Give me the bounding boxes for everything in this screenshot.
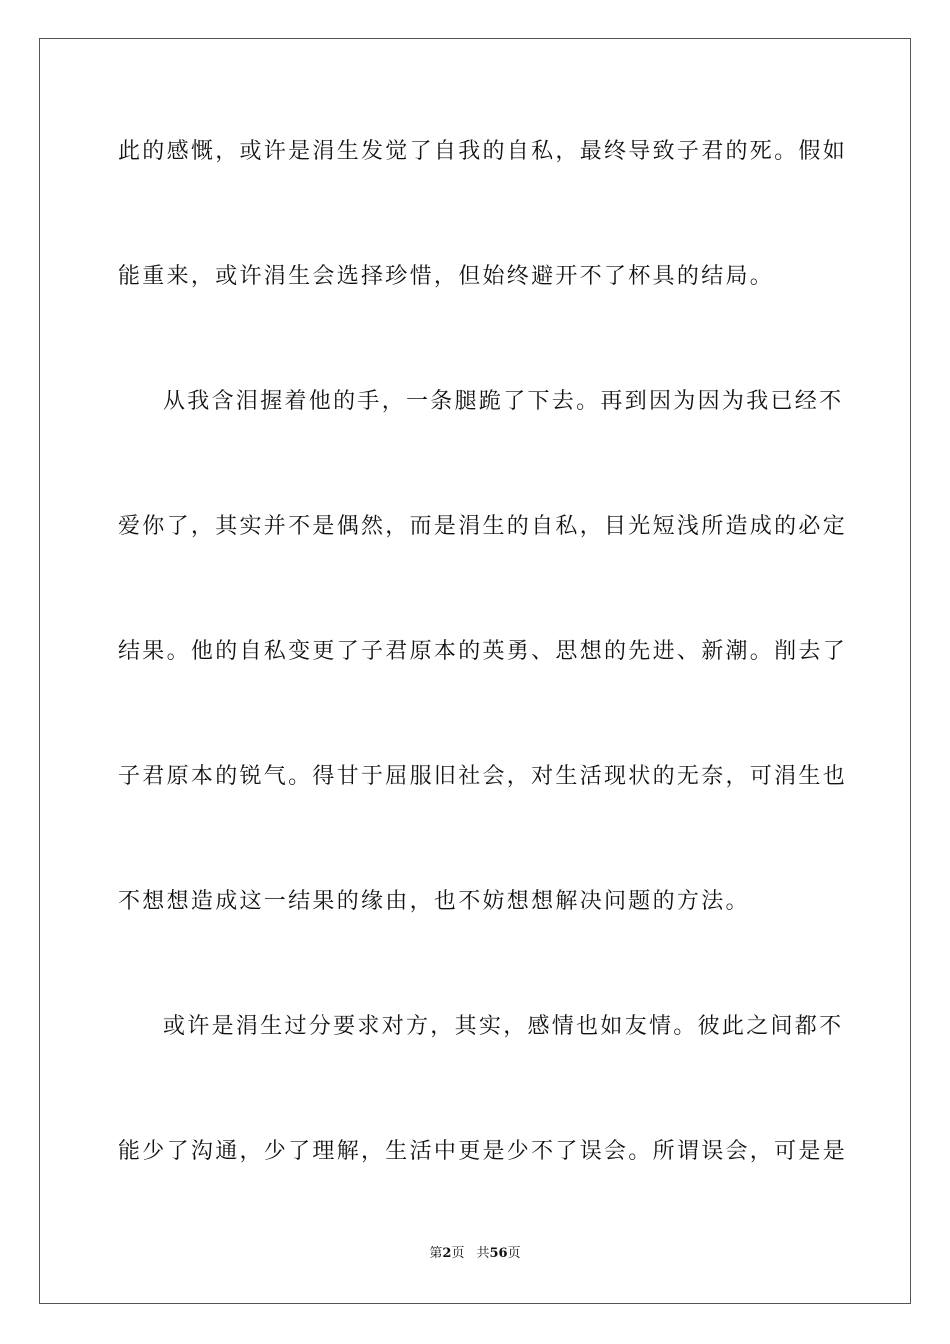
text-line-6: 子君原本的锐气。得甘于屈服旧社会，对生活现状的无奈，可涓生也 xyxy=(118,764,848,789)
text-line-4: 爱你了，其实并不是偶然，而是涓生的自私，目光短浅所造成的必定 xyxy=(118,514,848,539)
page-number: 2 xyxy=(442,1246,452,1261)
text-line-3: 从我含泪握着他的手，一条腿跪了下去。再到因为因为我已经不 xyxy=(163,389,844,414)
text-line-1: 此的感慨，或许是涓生发觉了自我的自私，最终导致子君的死。假如 xyxy=(118,139,848,164)
page-border xyxy=(39,38,911,1304)
page-footer xyxy=(0,1245,950,1263)
page-suffix: 页 xyxy=(451,1246,465,1261)
text-line-9: 能少了沟通，少了理解，生活中更是少不了误会。所谓误会，可是是 xyxy=(118,1139,848,1164)
text-line-5: 结果。他的自私变更了子君原本的英勇、思想的先进、新潮。削去了 xyxy=(118,639,848,664)
total-prefix: 共 xyxy=(476,1246,490,1261)
text-line-8: 或许是涓生过分要求对方，其实，感情也如友情。彼此之间都不 xyxy=(163,1014,844,1039)
total-pages: 56 xyxy=(489,1246,508,1261)
text-line-2: 能重来，或许涓生会选择珍惜，但始终避开不了杯具的结局。 xyxy=(118,264,775,289)
total-suffix: 页 xyxy=(507,1246,521,1261)
text-line-7: 不想想造成这一结果的缘由，也不妨想想解决问题的方法。 xyxy=(118,889,750,914)
page-prefix: 第 xyxy=(429,1246,443,1261)
